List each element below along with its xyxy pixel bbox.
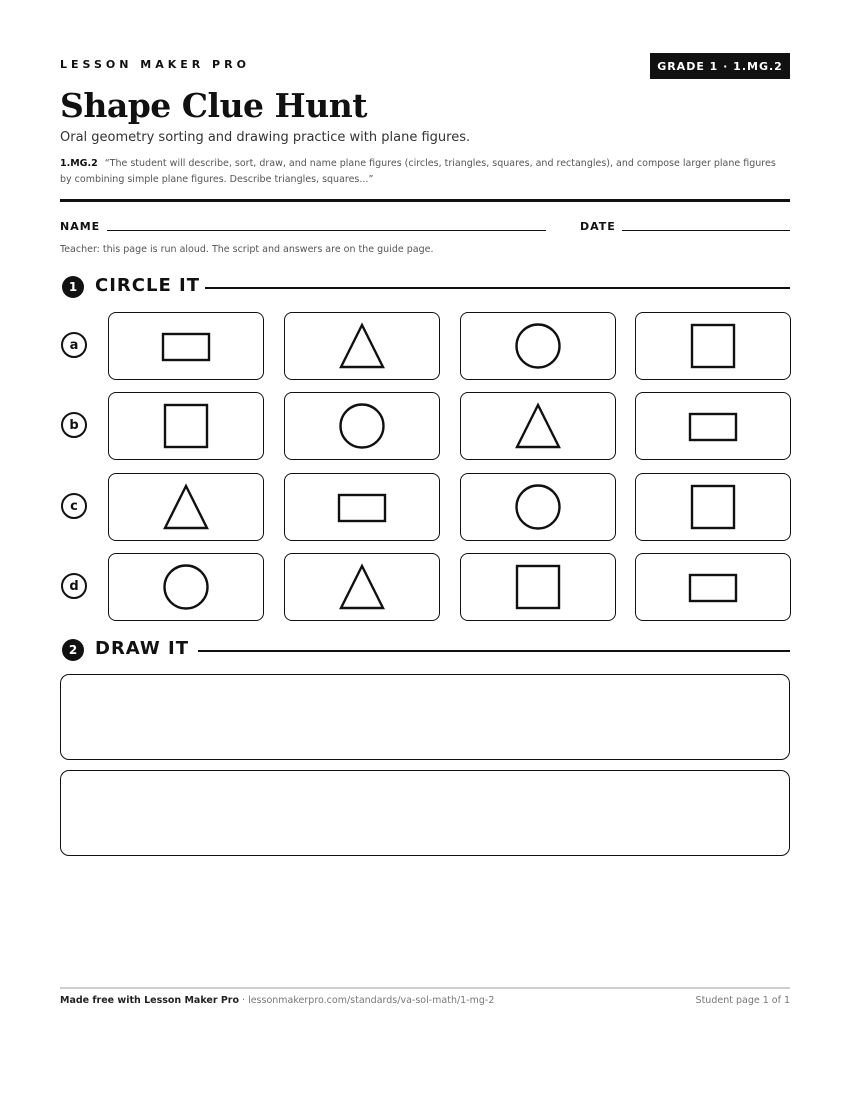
standard-code: 1.MG.2	[60, 158, 98, 169]
shape-card-a-square[interactable]	[635, 312, 791, 380]
section-2-title: DRAW IT	[95, 638, 190, 659]
shape-card-c-rectangle[interactable]	[284, 473, 440, 541]
circle-shape	[336, 401, 388, 451]
circle-outline	[165, 566, 208, 609]
footer-credit	[60, 995, 494, 1006]
circle-shape	[160, 562, 212, 612]
triangle-outline	[341, 566, 383, 608]
shape-card-b-circle[interactable]	[284, 392, 440, 460]
circle-outline	[341, 405, 384, 448]
row-letter-c: c	[61, 493, 87, 519]
triangle-outline	[165, 486, 207, 528]
circle-shape	[512, 482, 564, 532]
circle-outline	[517, 325, 560, 368]
shape-card-a-circle[interactable]	[460, 312, 616, 380]
square-outline	[165, 405, 207, 447]
section-1-title: CIRCLE IT	[95, 275, 200, 296]
footer-page-number: Student page 1 of 1	[695, 995, 790, 1006]
circle-outline	[517, 486, 560, 529]
row-letter-d: d	[61, 573, 87, 599]
date-label: DATE	[580, 220, 616, 233]
shape-card-b-rectangle[interactable]	[635, 392, 791, 460]
standard-text: “The student will describe, sort, draw, and name plane figures (circles, triangles, squares, and rectangles), and compose larger plane figures by combining simple plane figures. Describe triangles, squares...”	[60, 158, 776, 185]
shape-card-b-square[interactable]	[108, 392, 264, 460]
square-shape	[512, 562, 564, 612]
square-outline	[692, 486, 734, 528]
square-shape	[160, 401, 212, 451]
triangle-outline	[341, 325, 383, 367]
standard-description	[60, 156, 790, 188]
section-1-rule	[205, 287, 790, 289]
shape-card-c-circle[interactable]	[460, 473, 616, 541]
brand-name: LESSON MAKER PRO	[60, 58, 250, 71]
rectangle-outline	[690, 575, 736, 601]
grade-badge: GRADE 1 · 1.MG.2	[650, 53, 790, 79]
shape-card-c-triangle[interactable]	[108, 473, 264, 541]
shape-card-d-circle[interactable]	[108, 553, 264, 621]
shape-card-c-square[interactable]	[635, 473, 791, 541]
footer-url[interactable]: lessonmakerpro.com/standards/va-sol-math/1-mg-2	[248, 995, 495, 1006]
square-outline	[517, 566, 559, 608]
square-shape	[687, 321, 739, 371]
draw-box-1[interactable]	[60, 674, 790, 760]
triangle-shape	[336, 562, 388, 612]
circle-shape	[512, 321, 564, 371]
draw-box-2[interactable]	[60, 770, 790, 856]
shape-card-a-rectangle[interactable]	[108, 312, 264, 380]
rectangle-outline	[690, 414, 736, 440]
footer-separator: ·	[239, 995, 249, 1006]
footer-made-with: Made free with Lesson Maker Pro	[60, 995, 240, 1006]
page-subtitle: Oral geometry sorting and drawing practice with plane figures.	[60, 130, 471, 145]
triangle-shape	[160, 482, 212, 532]
shape-card-b-triangle[interactable]	[460, 392, 616, 460]
row-letter-b: b	[61, 412, 87, 438]
rectangle-shape	[687, 562, 739, 612]
row-letter-a: a	[61, 332, 87, 358]
rectangle-shape	[687, 401, 739, 451]
triangle-shape	[512, 401, 564, 451]
square-outline	[692, 325, 734, 367]
teacher-note: Teacher: this page is run aloud. The script and answers are on the guide page.	[60, 244, 434, 255]
shape-card-d-square[interactable]	[460, 553, 616, 621]
header-divider	[60, 199, 790, 202]
section-1-number: 1	[62, 276, 84, 298]
footer-divider	[60, 987, 790, 989]
shape-card-d-rectangle[interactable]	[635, 553, 791, 621]
name-label: NAME	[60, 220, 101, 233]
triangle-outline	[517, 405, 559, 447]
section-2-rule	[198, 650, 790, 652]
section-2-number: 2	[62, 639, 84, 661]
rectangle-outline	[163, 334, 209, 360]
shape-card-a-triangle[interactable]	[284, 312, 440, 380]
rectangle-shape	[336, 482, 388, 532]
rectangle-shape	[160, 321, 212, 371]
date-field[interactable]	[622, 230, 790, 231]
page-title: Shape Clue Hunt	[60, 86, 367, 125]
rectangle-outline	[339, 495, 385, 521]
triangle-shape	[336, 321, 388, 371]
shape-card-d-triangle[interactable]	[284, 553, 440, 621]
name-field[interactable]	[107, 230, 546, 231]
square-shape	[687, 482, 739, 532]
